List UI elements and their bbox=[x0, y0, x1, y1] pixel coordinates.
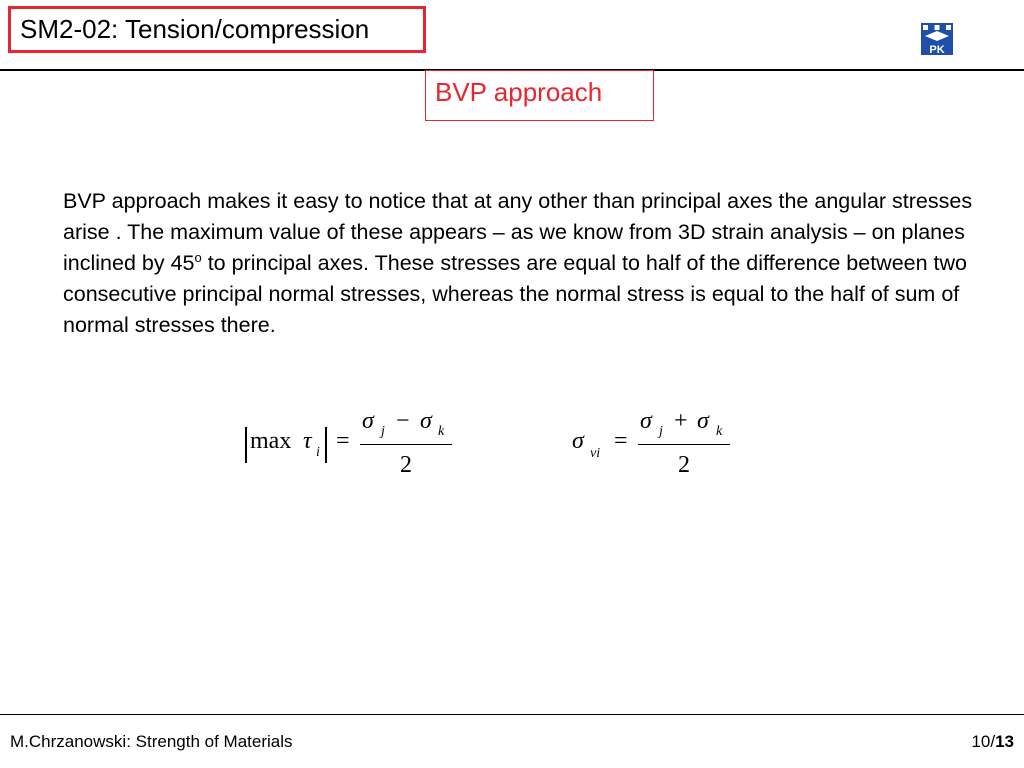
equals-sign: = bbox=[614, 428, 628, 454]
abs-bar-right bbox=[325, 427, 327, 463]
sigma-subscript: vi bbox=[590, 446, 601, 461]
numerator-sub-1: j bbox=[659, 424, 663, 439]
section-label: BVP approach bbox=[435, 77, 603, 107]
fraction-line bbox=[638, 444, 730, 445]
tau-subscript: i bbox=[316, 445, 320, 460]
numerator-sigma-2: σ bbox=[697, 408, 709, 434]
footer-divider bbox=[0, 714, 1024, 715]
footer-author: M.Chrzanowski: Strength of Materials bbox=[10, 732, 293, 751]
numerator-sub-2: k bbox=[716, 424, 723, 439]
fraction-line bbox=[360, 444, 452, 445]
sigma-symbol: σ bbox=[572, 428, 584, 454]
slide-title: SM2-02: Tension/compression bbox=[20, 14, 370, 44]
numerator-sub-1: j bbox=[381, 424, 385, 439]
numerator-sigma-1: σ bbox=[640, 408, 652, 434]
numerator-sub-2: k bbox=[438, 424, 445, 439]
numerator-sigma-1: σ bbox=[362, 408, 374, 434]
abs-bar-left bbox=[245, 427, 247, 463]
equals-sign: = bbox=[336, 428, 350, 454]
logo-text: PK bbox=[929, 44, 945, 56]
page-number bbox=[971, 731, 1014, 753]
minus-operator: − bbox=[396, 408, 410, 434]
denominator: 2 bbox=[400, 452, 412, 478]
denominator: 2 bbox=[678, 452, 690, 478]
plus-operator: + bbox=[674, 408, 688, 434]
university-castle-logo-icon bbox=[920, 22, 954, 56]
page-total: 13 bbox=[995, 732, 1014, 751]
paragraph-part-1: BVP approach makes it easy to notice that at any other than principal axes the angular stresses arise . The maximum value of these appears – as we know from 3D strain analysis – on planes inclined by 45 bbox=[63, 189, 973, 275]
paragraph-part-2: to principal axes. These stresses are equal to half of the difference between two consecutive principal normal stresses, whereas the normal stress is equal to the half of sum of normal stresses there. bbox=[63, 251, 968, 337]
body-paragraph bbox=[63, 186, 1008, 341]
numerator-sigma-2: σ bbox=[420, 408, 432, 434]
page-current: 10/ bbox=[971, 732, 996, 751]
max-label: max bbox=[250, 428, 292, 454]
degree-superscript: o bbox=[194, 250, 202, 265]
tau-symbol: τ bbox=[303, 428, 312, 454]
